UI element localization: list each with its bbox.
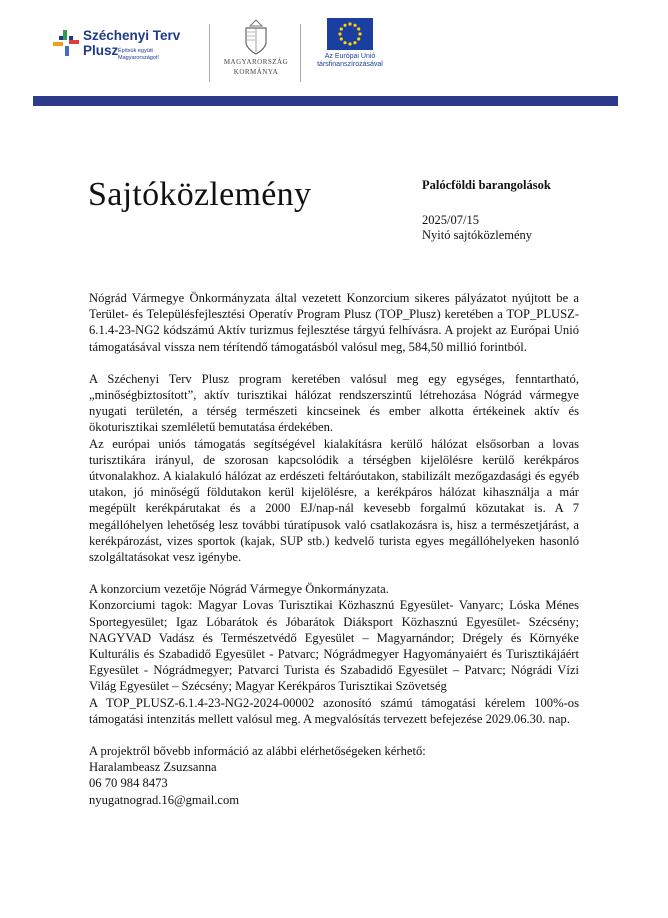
header-logo-bar	[33, 14, 618, 106]
szechenyi-title: Széchenyi Terv Plusz	[83, 28, 181, 58]
paragraph-members: Konzorciumi tagok: Magyar Lovas Turisztikai Közhasznú Egyesület- Vanyarc; Lóska Ménes Sportegyesület; Igaz Lóbarátok és Jóbarátok Diáksport Közhasznú Egyesület- Szécsény; NAGYVAD Vadász és Természetvédő Egyesület – Magyarnándor; Drégely és Környéke Kulturális és Szabadidő Egyesület - Patvarc; Nógrádmegyer Hagyományaiért és Turisztikájáért Egyesület - Nógrádmegyer; Patvarci Turista és Szabadidő Egyesület – Patvarc; Nógrádi Vízi Világ Egyesület – Szécsény; Magyar Kerékpáros Turisztikai Szövetség	[89, 598, 579, 694]
paragraph-leader: A konzorcium vezetője Nógrád Vármegye Önkormányzata.	[89, 582, 389, 597]
contact-name: Haralambeasz Zsuzsanna	[89, 760, 217, 775]
government-logo	[218, 14, 294, 92]
project-name: Palócföldi barangolások	[422, 178, 551, 192]
szechenyi-tagline: Építsük együtt Magyarországot!	[118, 48, 159, 61]
government-text-1: MAGYARORSZÁG	[223, 58, 289, 66]
release-date: 2025/07/15	[422, 213, 479, 227]
header-divider	[209, 24, 210, 82]
szechenyi-mark-icon	[53, 30, 79, 56]
paragraph-contact-intro: A projektről bővebb információ az alábbi elérhetőségeken kérhető:	[89, 744, 426, 759]
contact-email: nyugatnograd.16@gmail.com	[89, 792, 240, 807]
paragraph-intro: Nógrád Vármegye Önkormányzata által vezetett Konzorcium sikeres pályázatot nyújtott be a Terület- és Településfejlesztési Operatív Program Plusz (TOP_Plusz) keretében a TOP_PLUSZ-6.1.4-23-NG2 kódszámú Aktív turizmus fejlesztése tárgyú felhívásra. A projekt az Európai Unió támogatásával vissza nem térítendő támogatásból valósul meg, 584,50 millió forintból.	[89, 291, 579, 354]
page-title: Sajtóközlemény	[88, 176, 312, 213]
header-blue-bar	[33, 96, 618, 106]
contact-phone: 06 70 984 8473	[89, 776, 168, 791]
eu-logo	[306, 18, 394, 92]
paragraph-program: A Széchenyi Terv Plusz program keretében valósul meg egy egységes, fenntartható, „minőségbiztosított”, aktív turisztikai hálózat rendszerszintű létrehozása Nógrád vármegye nyugati területén, a térség természeti kincseinek és ember alkotta értékeinek aktív és ökoturisztikai szemléletű bemutatása érdekében.	[89, 371, 579, 435]
government-text-2: KORMÁNYA	[233, 68, 279, 76]
press-meta	[422, 178, 551, 243]
press-body	[89, 290, 579, 808]
eu-flag-icon	[327, 18, 373, 50]
paragraph-network: Az európai uniós támogatás segítségével kialakításra kerülő hálózat elsősorban a lovas turisztikára irányul, de szorosan kapcsolódik a térségben kijelölésre kerülő kerékpáros útvonalakhoz. A kialakuló hálózat az erdészeti feltáróutakon, stabilizált mezőgazdasági és egyéb utakon, jó minőségű földutakon kerül kijelölésre, a kerékpáros hálózat kihasználja a már megépült kerékpárutakat és a 2000 EJ/nap-nál kevesebb forgalmú közutakat is. A 7 megállóhelyen lehetőség lesz további túratípusok való csatlakozásra is, hisz a természetjárást, a kerékpározást, vizes sportok (kajak, SUP stb.) kedvelő turista egyes megállóhelyeken hasonló szolgáltatásokat vesz igénybe.	[89, 436, 579, 565]
szechenyi-logo	[53, 26, 193, 76]
header-divider	[300, 24, 301, 82]
paragraph-grant: A TOP_PLUSZ-6.1.4-23-NG2-2024-00002 azonosító számú támogatási kérelem 100%-os támogatási intenzitás mellett valósul meg. A megvalósítás tervezett befejezése 2029.06.30. nap.	[89, 695, 579, 726]
eu-text: Az Európai Unió társfinanszírozásával	[317, 53, 383, 68]
release-type: Nyitó sajtóközlemény	[422, 228, 533, 242]
coat-of-arms-icon	[243, 18, 269, 56]
